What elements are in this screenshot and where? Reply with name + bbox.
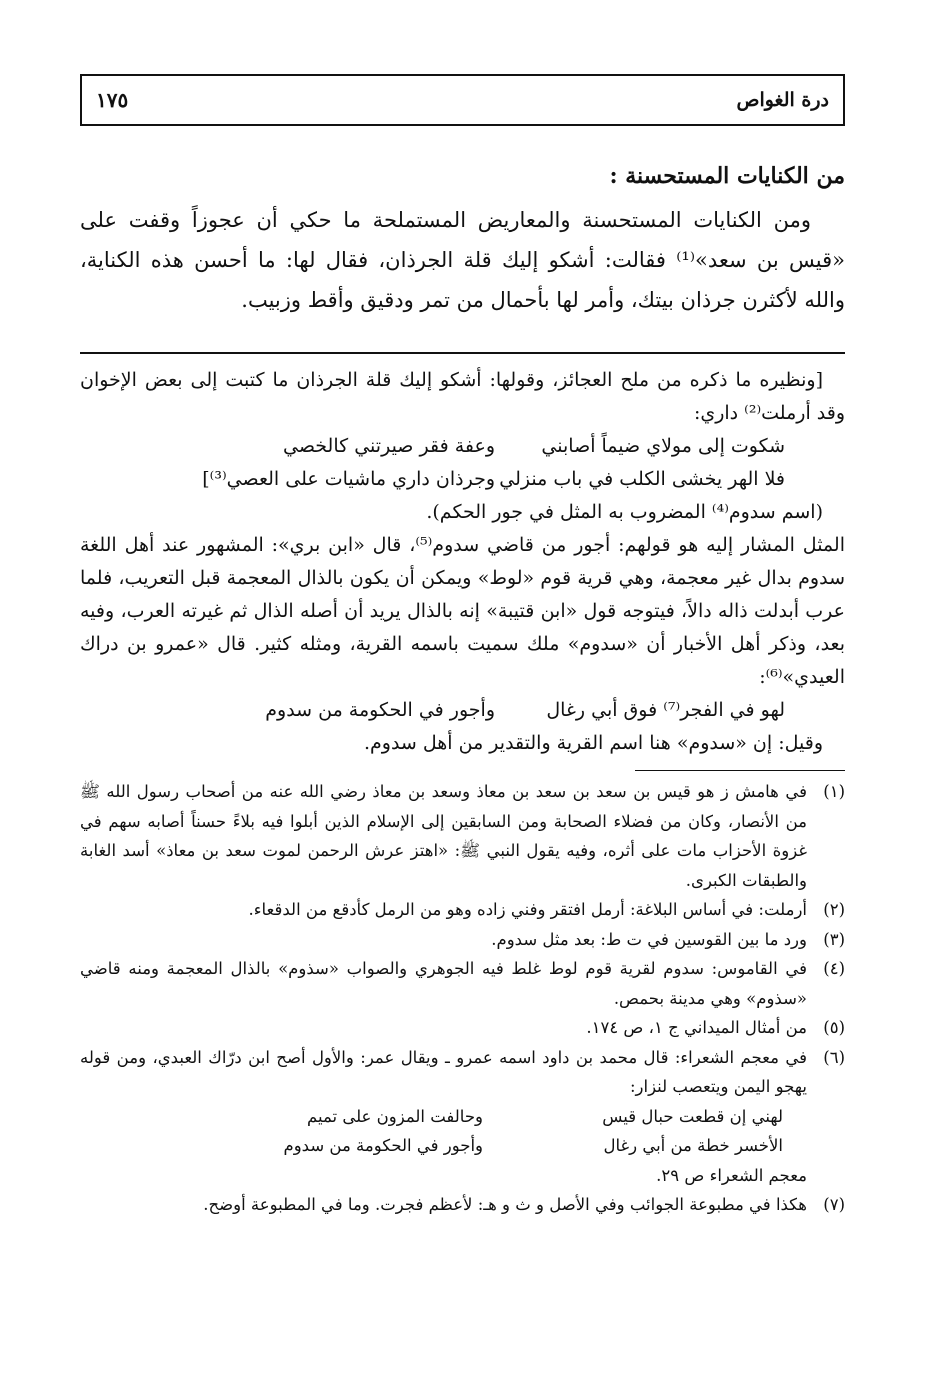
footnote-number: (٣) [823, 929, 845, 949]
commentary-closing: وقيل: إن «سدوم» هنا اسم القرية والتقدير من أهل سدوم. [363, 732, 823, 754]
verse-hemistich-first: لهني إن قطعت حبال قيس [602, 1106, 783, 1126]
verse-hemistich-second: وحالفت المزون على تميم [307, 1106, 483, 1126]
footnote-number: (٤) [823, 959, 845, 978]
footnote [80, 777, 845, 895]
footnote [80, 1043, 845, 1102]
footnote-divider [635, 770, 845, 771]
footnote-text: من أمثال الميداني ج ١، ص ١٧٤. [586, 1018, 807, 1037]
section-title: من الكنايات المستحسنة : [609, 163, 845, 189]
verse-hemistich-first: شكوت إلى مولاي ضيماً أصابني [541, 435, 785, 457]
footnote-text: في هامش ز هو قيس بن سعد بن سعد بن معاذ وسعد بن معاذ رضي الله عنه من أصحاب رسول الله ﷺ من الأنصار، وكان من فضلاء الصحابة ومن السابقين إلى الإسلام الذين أبلوا فيه بلاءً حسناً أصابه سهم في غزوة الأحزاب مات على أثره، وفيه يقول النبي ﷺ: «اهتز عرش الرحمن لموت سعد بن معاذ» أسد الغابة والطبقات الكبرى. [80, 782, 807, 890]
footnote [80, 895, 845, 925]
book-title: درة الغواص [736, 89, 829, 111]
footnote-text: أرملت: في أساس البلاغة: أرمل افتقر وفني زاده وهو من الرمل كأدقع من الدقعاء. [248, 900, 807, 919]
footnote-text: في معجم الشعراء: قال محمد بن داود اسمه عمرو ـ ويقال عمر: والأول أصح ابن درّاك العبدي، ومن قوله يهجو اليمن ويتعصب لنزار: [80, 1047, 807, 1096]
verse-hemistich-second: وجرذان داري ماشيات على العصي⁽³⁾] [202, 468, 495, 490]
page-header [80, 74, 845, 126]
verse-hemistich-second: وعفة فقر صيرتني كالخصي [282, 435, 495, 457]
sadum-heading: (اسم سدوم⁽⁴⁾ المضروب به المثل في جور الحكم). [426, 501, 823, 523]
verse-line [80, 694, 845, 727]
commentary-intro: [ونظيره ما ذكره من ملح العجائز، وقولها: أشكو إليك قلة الجرذان ما كتبت إلى بعض الإخوان وقد أرملت⁽²⁾ داري: [80, 369, 845, 424]
verse-hemistich-second: وأجور في الحكومة من سدوم [283, 1136, 483, 1155]
commentary-block [80, 364, 845, 760]
commentary-paragraph: المثل المشار إليه هو قولهم: أجور من قاضي سدوم⁽⁵⁾، قال «ابن بري»: المشهور عند أهل اللغة سدوم بدال غير معجمة، وهي قرية قوم «لوط» ويمكن أن يكون بالذال المعجمة قبل التعريب، فلما عرب أبدلت ذاله دالاً، فيتوجه قول «ابن قتيبة» إنه بالذال يريد أن أصله الذال ثم غيرته العرب، وفيه بعد، وذكر أهل الأخبار أن «سدوم» ملك سميت باسمه القرية، ومثله كثير. قال «عمرو بن دراك العيدي»⁽⁶⁾: [80, 534, 845, 688]
divider-line [80, 352, 845, 354]
verse-line [80, 430, 845, 463]
footnote-number: (٢) [823, 900, 845, 919]
verse-line [80, 463, 845, 496]
verse-hemistich-first: لهو في الفجر⁽⁷⁾ فوق أبي رغال [546, 699, 785, 721]
footnote-text: ورد ما بين القوسين في ت ط: بعد مثل سدوم. [491, 929, 807, 949]
footnote-verse-line [80, 1102, 845, 1132]
footnote [80, 925, 845, 955]
footnotes [80, 777, 845, 1220]
footnote [80, 1190, 845, 1220]
verse-hemistich-first: الأخسر خطة من أبي رغال [603, 1136, 783, 1155]
footnote-number: (٦) [823, 1047, 845, 1067]
verse-hemistich-second: وأجور في الحكومة من سدوم [265, 699, 495, 721]
footnote-text: في القاموس: سدوم لقرية قوم لوط غلط فيه الجوهري والصواب «سذوم» بالذال المعجمة ومنه قاضي «سذوم» وهي مدينة بحمص. [80, 959, 807, 1008]
footnote [80, 1013, 845, 1043]
page-number: ١٧٥ [96, 88, 129, 112]
footnote-text: هكذا في مطبوعة الجوائب وفي الأصل و ث و هـ: لأعظم فجرت. وما في المطبوعة أوضح. [203, 1195, 807, 1214]
verse-hemistich-first: فلا الهر يخشى الكلب في باب منزلي [499, 468, 785, 490]
book-page [80, 74, 845, 1220]
footnote-number: (٧) [823, 1195, 845, 1214]
footnote-source: معجم الشعراء ص ٢٩. [656, 1165, 807, 1185]
footnote-verse-line [80, 1131, 845, 1161]
main-paragraph: ومن الكنايات المستحسنة والمعاريض المستملحة ما حكي أن عجوزاً وقفت على «قيس بن سعد»⁽¹⁾ فقالت: أشكو إليك قلة الجرذان، فقال لها: ما أحسن هذه الكناية، والله لأكثرن جرذان بيتك، وأمر لها بأحمال من تمر ودقيق وأقط وزبيب. [80, 208, 845, 312]
footnote-number: (١) [823, 782, 845, 801]
footnote [80, 954, 845, 1013]
footnote-number: (٥) [823, 1018, 845, 1037]
